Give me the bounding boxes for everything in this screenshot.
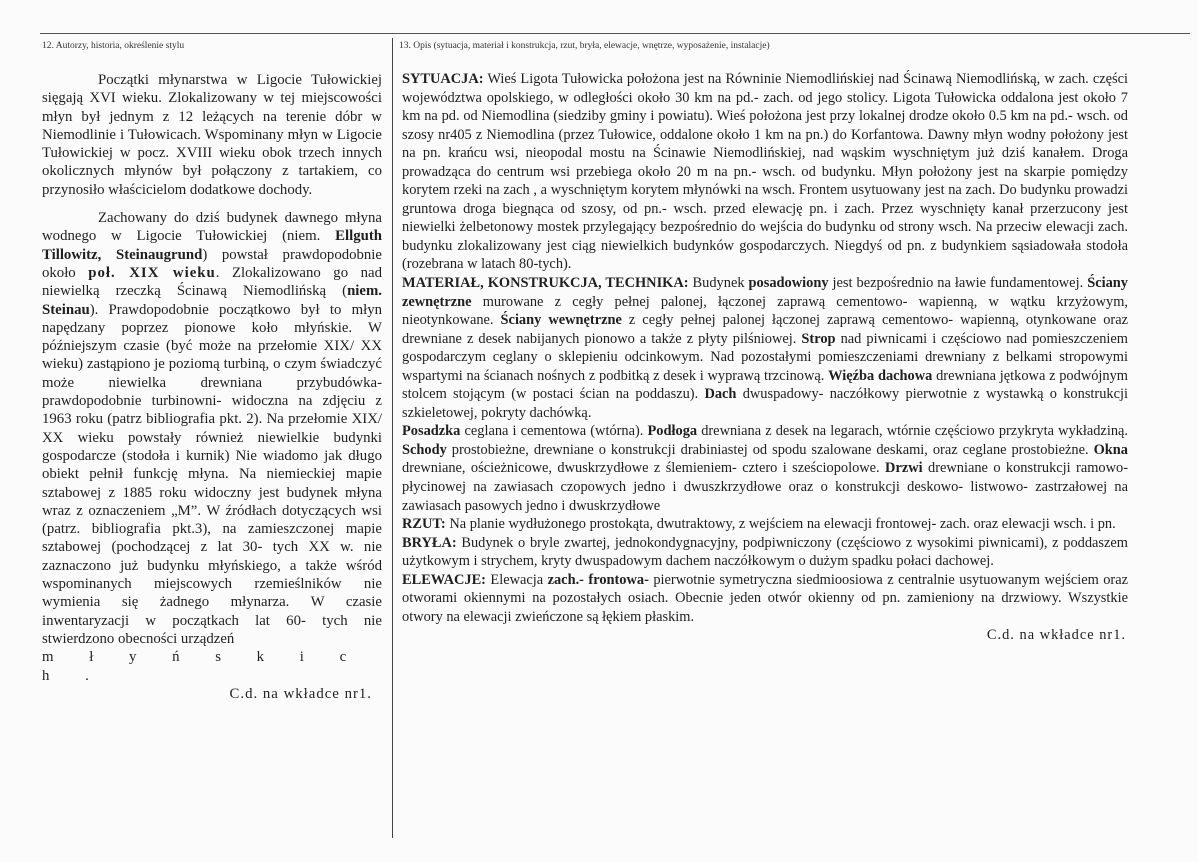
section-finishes [402, 422, 1128, 515]
bold-term: Strop [801, 330, 836, 347]
bold-term: Ściany wewnętrzne [500, 312, 622, 329]
text-run: ). Prawdopodobnie początkowo był to młyn napędzany poprzez pionowe koło młyńskie. W późniejszym czasie (być może na przełomie XIX/ XX wieku) zastąpiono je poziomą turbiną, o czym świadczyć może niewielka drewniana przybudówka- prawdopodobnie turbinowni- widoczna na zdjęciu z 1963 roku (patrz bibliografia pkt. 2). Na przełomie XIX/ XX wieku powstały również niewielkie budynki gospodarcze (stodoła i kurnik) Nie wiadomo jak długo obiekt pełnił funkcję młyna. Na niemieckiej mapie sztabowej z 1885 roku widoczny jest budynek młyna wraz z oznaczeniem „M”. W źródłach dotyczących wsi (patrz. bibliografia pkt.3), na zamieszczonej mapie sztabowej (pochodzącej z lat 30- tych XX w. nie zaznaczono już budynku młyńskiego, a także wśród wspominanych miejscowych rzemieślników nie wymienia się żadnego młynarza. W czasie inwentaryzacji w początkach lat 60- tych nie stwierdzono obecności urządzeń [42, 301, 382, 647]
german-name: Ellguth Tillowitz, Steinaugrund [42, 228, 382, 263]
bold-term: Ściany zewnętrzne [402, 275, 1128, 310]
situation-text: Wieś Ligota Tułowicka położona jest na Równinie Niemodlińskiej nad Ścinawą Niemodlińską, w zach. części województwa opolskiego, w odległości około 30 km na pd.- zach. od jego stolicy. Ligota Tułowicka oddalona jest około 7 km na pd. od Niemodlina (siedziby gminy i powiatu). Wieś położona jest przy lokalnej drodze około 0.5 km na pd.- wsch. od szosy nr405 z Niemodlina (przez Tułowice, oddalone około 1 km na pn.) do Korfantowa. Dawny młyn wodny położony jest na pn. krańcu wsi, nieopodal mostu na Ścinawie Niemodlińskiej, nad wąskim wyschniętym już dziś kanałem. Droga prowadząca do centrum wsi przebiega około 20 m na pn.- wsch. od budynku. Młyn położony jest na skarpie pomiędzy korytem rzeki na zach , a wyschniętym korytem młynówki na wsch. Frontem usytuowany jest na zach. Do budynku prowadzi gruntowa droga biegnąca od szosy, od pn.- wsch. przed elewację pn. i zach. Przez wyschnięty kanał przerzucony jest niewielki żelbetonowy mostek przylegający bezpośrednio do wejścia do budynku od strony wsch. Na przeciw elewacji zach. budynku zlokalizowany jest ciąg niewielkich budynków gospodarczych. Niegdyś od pn. z budynkiem sąsiadowała stodoła (rozebrana w latach 80-tych). [402, 71, 1128, 273]
text-run: Budynek [688, 275, 749, 292]
text-run: nad piwnicami i częściowo nad pomieszczeniem gospodarczym ceglany o sklepieniu odcinkowym. Nad pozostałymi pomieszczeniami drewniany z belkami stropowymi wspartymi na ścianach nośnych z podbitką z desek i wyprawą trzcinową. [402, 330, 1128, 384]
text-run: dwuspadowy- naczółkowy pierwotnie z wystawką o konstrukcji szkieletowej, pokryty dachówką. [402, 386, 1128, 421]
mass-label: BRYŁA: [402, 534, 457, 551]
text-run: drewniana jętkowa z podwójnym stolcem stojącym (w postaci ścian na poddaszu). [402, 367, 1128, 403]
bold-term: Okna [1093, 441, 1128, 458]
section-12-header: 12. Autorzy, historia, określenie stylu [42, 41, 185, 51]
text-run: jest bezpośrednio na ławie fundamentowej. [828, 275, 1088, 292]
bold-term: Drzwi [885, 460, 923, 477]
history-paragraph-1: Początki młynarstwa w Ligocie Tułowickiej sięgają XVI wieku. Zlokalizowany w tej miejscowości młyn był jednym z 12 leżących na terenie dóbr w Niemodlinie i Tułowicach. Wspominany młyn w Ligocie Tułowickiej w pocz. XVIII wieku obok trzech innych okolicznych młynów był połączony z tartakiem, co przynosiło właścicielom dodatkowe dochody. [42, 72, 382, 198]
column-divider [392, 38, 393, 838]
material-label: MATERIAŁ, KONSTRUKCJA, TECHNIKA: [402, 275, 689, 292]
top-rule [40, 33, 1190, 34]
text-run: . Zlokalizowano go nad niewielką rzeczką Ścinawą Niemodlińską ( [42, 264, 382, 300]
section-situation [402, 70, 1128, 274]
situation-label: SYTUACJA: [402, 71, 484, 87]
text-run: murowane z cegły pełnej palonej, łączonej zaprawą cementowo- wapienną, w wątku krzyżowym, nieotynkowane. [402, 293, 1128, 329]
continued-note-left: C.d. na wkładce nr1. [229, 685, 372, 702]
section-elevations [402, 571, 1128, 627]
history-paragraph-2 [42, 209, 382, 648]
bold-term: Schody [402, 441, 447, 458]
section-mass [402, 534, 1128, 571]
plan-label: RZUT: [402, 516, 446, 533]
text-run: drewniane, ościeżnicowe, dwuskrzydłowe z ślemieniem- cztero i sześciopolowe. [402, 460, 886, 477]
text-run: z cegły pełnej palonej łączonej zaprawą cementowo- wapienną, otynkowane oraz drewniane z desek nabijanych pionowo a także z płyty pilśniowej. [402, 312, 1128, 347]
text-run: Zachowany do dziś budynek dawnego młyna wodnego w Ligocie Tułowickiej (niem. [42, 210, 382, 245]
text-run: drewniane o konstrukcji ramowo- płycinowej na zawiasach czopowych jedno i dwuszkrzydłowe oraz o konstrukcji deskowo- listwowo- zastrzałowej na zawiasach pasowych jedno i dwuskrzydłowe [402, 460, 1128, 514]
mass-text: Budynek o bryle zwartej, jednokondygnacyjny, podpiwniczony (częściowo z wysokimi piwnicami), z poddaszem użytkowym i strychem, kryty dwuspadowym dachem naczółkowym o dużym spadku połaci dachowej. [402, 534, 1128, 570]
bold-term: posadowiony [748, 275, 829, 292]
section-plan [402, 515, 1128, 534]
text-run: ceglana i cementowa (wtórna). [460, 423, 648, 440]
bold-term: Posadzka [402, 423, 461, 440]
bold-term: Podłoga [647, 423, 698, 440]
text-run: drewniana z desek na legarach, wtórnie częściowo przykryta wykładziną. [697, 423, 1128, 440]
continued-note-right: C.d. na wkładce nr1. [986, 627, 1126, 644]
german-river-name: niem. Steinau [42, 283, 382, 318]
dating: poł. XIX wieku [88, 264, 216, 281]
bold-term: Więźba dachowa [828, 367, 933, 384]
text-run: pierwotnie symetryczna siedmioosiowa z centralnie usytuowanym wejściem oraz otworami okiennymi na pozostałych osiach. Obecnie jeden otwór okienny od pn. zamieniony na drzwiowy. Wszystkie otwory na elewacji zwieńczone są łękiem płaskim. [402, 571, 1128, 625]
elevations-label: ELEWACJE: [402, 571, 486, 588]
text-run: ) powstał prawdopodobnie około [42, 246, 382, 281]
history-last-line: m ł y ń s k i c h . [42, 649, 363, 684]
history-column [42, 71, 382, 703]
plan-text: Na planie wydłużonego prostokąta, dwutraktowy, z wejściem na elewacji frontowej- zach. oraz elewacji wsch. i pn. [445, 516, 1116, 533]
bold-term: zach.- frontowa- [547, 571, 649, 588]
bold-term: Dach [704, 386, 737, 403]
section-material [402, 274, 1128, 422]
text-run: Elewacja [485, 571, 548, 588]
section-13-header: 13. Opis (sytuacja, materiał i konstrukcja, rzut, bryła, elewacje, wnętrze, wyposażenie, instalacje) [399, 41, 770, 51]
text-run: prostobieżne, drewniane o konstrukcji drabiniastej od spodu szalowane deskami, oraz ceglane prostobieżne. [446, 441, 1094, 458]
description-column [402, 70, 1128, 645]
